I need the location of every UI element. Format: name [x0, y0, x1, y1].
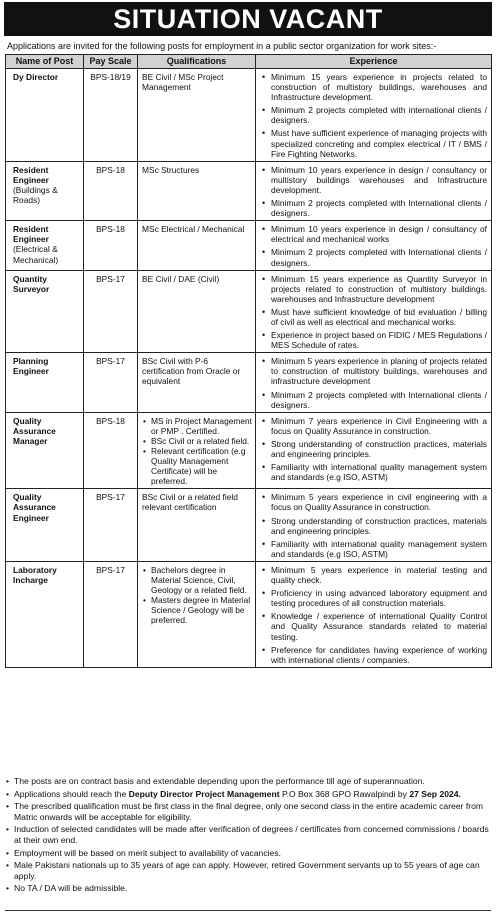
experience-item: • Strong understanding of construction practices, materials and engineering principles.	[260, 516, 487, 536]
experience-item: • Minimum 10 years experience in design / consultancy of electrical and mechanical works	[260, 224, 487, 244]
intro-text: Applications are invited for the following posts for employment in a public sector organization for work sites:-	[7, 41, 437, 51]
header-experience: Experience	[256, 55, 492, 69]
qualifications-cell	[138, 270, 256, 353]
experience-list	[260, 416, 487, 483]
qualification-item: • Bachelors degree in Material Science, Civil, Geology or a related field.	[142, 565, 252, 595]
note-text: P.O Box 368 GPO Rawalpindi by	[279, 788, 410, 799]
page-title: SITUATION VACANT	[4, 2, 492, 36]
experience-item: • Knowledge / experience of international Quality Control and Quality Assurance standards related to material testing.	[260, 611, 487, 641]
experience-item: • Minimum 2 projects completed with International clients / designers.	[260, 390, 487, 410]
post-name: Quality Assurance Engineer	[13, 492, 56, 523]
note-addressee: Deputy Director Project Management	[128, 788, 280, 799]
qualifications-cell	[138, 221, 256, 270]
experience-cell	[256, 270, 492, 353]
bottom-divider	[5, 910, 491, 911]
pay-scale: BPS-17	[84, 561, 138, 667]
qualifications-cell	[138, 412, 256, 489]
note-item: • The posts are on contract basis and extendable depending upon the performance till age of superannuation.	[5, 776, 491, 787]
experience-list	[260, 492, 487, 559]
table-row	[6, 270, 492, 353]
table-row	[6, 412, 492, 489]
experience-item: • Minimum 5 years experience in material testing and quality check.	[260, 565, 487, 585]
post-name-cell	[6, 489, 84, 562]
experience-list	[260, 356, 487, 409]
header-pay-scale: Pay Scale	[84, 55, 138, 69]
qualification-item: • Relevant certification (e.g Quality Management Certificate) will be preferred.	[142, 446, 252, 486]
experience-item: • Minimum 5 years experience in civil engineering with a focus on Quality Assurance in construction.	[260, 492, 487, 512]
post-name: Quality Assurance Manager	[13, 415, 56, 446]
post-name: Dy Director	[13, 72, 59, 82]
vacancies-table	[5, 54, 492, 668]
post-name: Resident Engineer	[13, 164, 49, 185]
qualification-item: • Masters degree in Material Science / Geology will be preferred.	[142, 595, 252, 625]
qualification-text: MSc Structures	[142, 164, 200, 175]
pay-scale: BPS-18	[84, 161, 138, 220]
qualification-list	[142, 416, 252, 487]
experience-cell	[256, 221, 492, 270]
pay-scale: BPS-17	[84, 353, 138, 412]
post-name-cell	[6, 161, 84, 220]
experience-list	[260, 165, 487, 218]
pay-scale: BPS-17	[84, 489, 138, 562]
qualifications-cell	[138, 161, 256, 220]
experience-item: • Minimum 10 years experience in design / consultancy or multistory buildings warehouses and Infrastructure development.	[260, 165, 487, 195]
post-name-cell	[6, 69, 84, 162]
header-qualifications: Qualifications	[138, 55, 256, 69]
pay-scale: BPS-18	[84, 221, 138, 270]
experience-cell	[256, 561, 492, 667]
experience-item: • Must have sufficient knowledge of bid evaluation / billing of civil as well as electrical and mechanical works.	[260, 307, 487, 327]
qualification-item: • BSc Civil or a related field.	[142, 436, 252, 446]
experience-cell	[256, 489, 492, 562]
table-body	[6, 69, 492, 668]
qualification-item: • MS in Project Management or PMP . Certified.	[142, 416, 252, 436]
experience-item: • Minimum 2 projects completed with international clients / designers.	[260, 105, 487, 125]
experience-item: • Experience in project based on FIDIC / MES Regulations / MES Schedule of rates.	[260, 330, 487, 350]
table-row	[6, 161, 492, 220]
experience-item: • Minimum 15 years experience as Quantity Surveyor in projects related to construction of multistory buildings. warehouses and Infrastructure development	[260, 274, 487, 304]
qualifications-cell	[138, 489, 256, 562]
note-item: • No TA / DA will be admissible.	[5, 883, 491, 894]
note-item	[5, 789, 491, 800]
table-row	[6, 221, 492, 270]
experience-item: • Minimum 2 projects completed with International clients / designers.	[260, 198, 487, 218]
experience-item: • Familiarity with international quality management system and standards (e.g ISO, ASTM)	[260, 539, 487, 559]
qualification-text: BSc Civil or a related field relevant certification	[142, 492, 238, 513]
experience-item: • Familiarity with international quality management system and standards (e.g ISO, ASTM)	[260, 462, 487, 482]
table-row	[6, 489, 492, 562]
qualifications-cell	[138, 353, 256, 412]
experience-cell	[256, 412, 492, 489]
experience-list	[260, 224, 487, 267]
header-name-of-post: Name of Post	[6, 55, 84, 69]
experience-cell	[256, 353, 492, 412]
note-deadline: 27 Sep 2024.	[409, 788, 461, 799]
post-name-cell	[6, 412, 84, 489]
experience-list	[260, 72, 487, 159]
note-item: • Male Pakistani nationals up to 35 years of age can apply. However, retired Government servants up to 55 years of age can apply.	[5, 860, 491, 881]
note-item: • Employment will be based on merit subject to availability of vacancies.	[5, 848, 491, 859]
experience-item: • Minimum 7 years experience in Civil Engineering with a focus on Quality Assurance in construction.	[260, 416, 487, 436]
post-name-cell	[6, 353, 84, 412]
qualification-text: BSc Civil with P-6 certification from Oracle or equivalent	[142, 356, 241, 387]
table-header-row	[6, 55, 492, 69]
post-name-cell	[6, 270, 84, 353]
post-name: Planning Engineer	[13, 356, 49, 377]
experience-cell	[256, 161, 492, 220]
pay-scale: BPS-17	[84, 270, 138, 353]
experience-list	[260, 274, 487, 351]
experience-item: • Minimum 5 years experience in planing of projects related to construction of multistory buildings, warehouses and infrastructure development	[260, 356, 487, 386]
experience-item: • Minimum 2 projects completed with International clients / designers.	[260, 247, 487, 267]
pay-scale: BPS-18	[84, 412, 138, 489]
note-item: • The prescribed qualification must be first class in the final degree, only one second class in the entire academic career from Matric onwards will be acceptable for eligibility.	[5, 801, 491, 822]
post-subtitle: (Buildings & Roads)	[13, 184, 58, 206]
table-row	[6, 561, 492, 667]
post-name-cell	[6, 221, 84, 270]
note-text: Applications should reach the	[14, 788, 129, 799]
experience-item: • Must have sufficient experience of managing projects with specialized concreting and complex electrical / IT / BMS / Fire Fighting Networks.	[260, 128, 487, 158]
table-row	[6, 353, 492, 412]
experience-item: • Proficiency in using advanced laboratory equipment and testing procedures of all construction materials.	[260, 588, 487, 608]
experience-list	[260, 565, 487, 665]
qualification-text: BE Civil / DAE (Civil)	[142, 273, 220, 284]
post-name-cell	[6, 561, 84, 667]
qualification-list	[142, 565, 252, 626]
note-item: • Induction of selected candidates will be made after verification of degrees / certificates from concerned commissions / boards at their own end.	[5, 824, 491, 845]
post-name: Laboratory Incharge	[13, 564, 57, 586]
table-row	[6, 69, 492, 162]
experience-item: • Preference for candidates having experience of working with international clients / companies.	[260, 645, 487, 665]
notes-list	[5, 776, 491, 896]
post-name: Resident Engineer	[13, 224, 49, 245]
qualification-text: BE Civil / MSc Project Management	[142, 72, 224, 93]
experience-item: • Minimum 15 years experience in projects related to construction of multistory buildings, warehouses and Infrastructure development.	[260, 72, 487, 102]
qualifications-cell	[138, 69, 256, 162]
experience-item: • Strong understanding of construction practices, materials and engineering principles.	[260, 439, 487, 459]
qualifications-cell	[138, 561, 256, 667]
pay-scale: BPS-18/19	[84, 69, 138, 162]
experience-cell	[256, 69, 492, 162]
post-name: Quantity Surveyor	[13, 273, 50, 294]
qualification-text: MSc Electrical / Mechanical	[142, 224, 245, 235]
post-subtitle: (Electrical & Mechanical)	[13, 244, 59, 265]
